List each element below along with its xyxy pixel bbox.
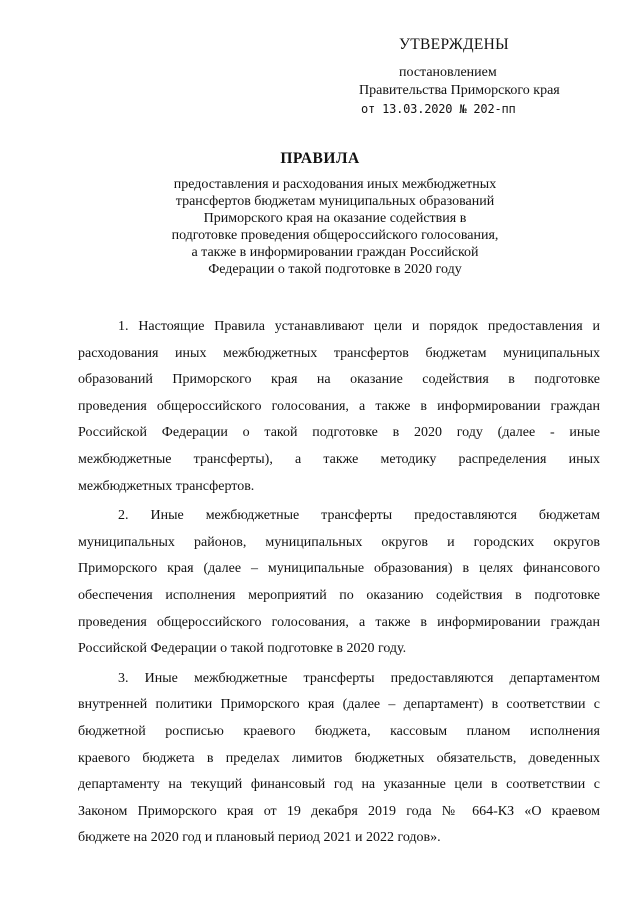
paragraph-line: 2. Иные межбюджетные трансферты предоставляются бюджетам xyxy=(118,508,600,524)
approval-line-resolution: постановлением xyxy=(399,65,497,80)
subtitle-line: предоставления и расходования иных межбюджетных xyxy=(173,177,497,192)
document-title: ПРАВИЛА xyxy=(280,150,360,167)
document-subtitle xyxy=(130,176,540,278)
paragraph-line: бюджете на 2020 год и плановый период 2021 и 2022 годов». xyxy=(78,830,441,846)
approval-line-government: Правительства Приморского края xyxy=(359,83,560,98)
paragraph-line: образований Приморского края на оказание содействия в подготовке xyxy=(78,372,600,388)
paragraph-line: бюджетной росписью краевого бюджета, кассовым планом исполнения xyxy=(78,723,600,739)
paragraph-2 xyxy=(78,503,600,663)
document-body xyxy=(78,314,600,852)
paragraph-line: межбюджетных трансфертов. xyxy=(78,478,255,494)
paragraph-line: проведения общероссийского голосования, а также в информировании граждан xyxy=(78,614,600,630)
paragraph-line: межбюджетные трансферты), а также методику распределения иных xyxy=(78,451,600,467)
paragraph-line: Российской Федерации о такой подготовке в 2020 году (далее - иные xyxy=(78,425,600,441)
paragraph-line: департаменту на текущий финансовый год на указанные цели в соответствии с xyxy=(78,777,600,793)
paragraph-line: проведения общероссийского голосования, а также в информировании граждан xyxy=(78,398,600,414)
approval-title: УТВЕРЖДЕНЫ xyxy=(399,36,509,53)
subtitle-line: Приморского края на оказание содействия в xyxy=(203,211,467,226)
subtitle-line: подготовке проведения общероссийского голосования, xyxy=(171,228,499,243)
paragraph-3 xyxy=(78,666,600,852)
paragraph-1 xyxy=(78,314,600,500)
paragraph-line: Законом Приморского края от 19 декабря 2019 года № 664-КЗ «О краевом xyxy=(78,803,600,819)
subtitle-line: Федерации о такой подготовке в 2020 году xyxy=(208,262,462,277)
paragraph-line: краевого бюджета в пределах лимитов бюджетных обязательств, доведенных xyxy=(78,750,600,766)
paragraph-line: Российской Федерации о такой подготовке в 2020 году. xyxy=(78,641,407,657)
paragraph-line: 3. Иные межбюджетные трансферты предоставляются департаментом xyxy=(118,670,600,686)
paragraph-line: муниципальных районов, муниципальных округов и городских округов xyxy=(78,534,600,550)
subtitle-line: а также в информировании граждан Российской xyxy=(191,245,479,260)
paragraph-line: внутренней политики Приморского края (далее – департамент) в соответствии с xyxy=(78,697,600,713)
paragraph-line: расходования иных межбюджетных трансфертов бюджетам муниципальных xyxy=(78,345,600,361)
subtitle-line: трансфертов бюджетам муниципальных образований xyxy=(175,194,495,209)
paragraph-line: обеспечения исполнения мероприятий по оказанию содействия в подготовке xyxy=(78,587,600,603)
paragraph-line: 1. Настоящие Правила устанавливают цели и порядок предоставления и xyxy=(118,319,600,334)
paragraph-line: Приморского края (далее – муниципальные образования) в целях финансового xyxy=(78,561,600,577)
approval-line-date-number: от 13.03.2020 № 202-пп xyxy=(361,102,516,116)
